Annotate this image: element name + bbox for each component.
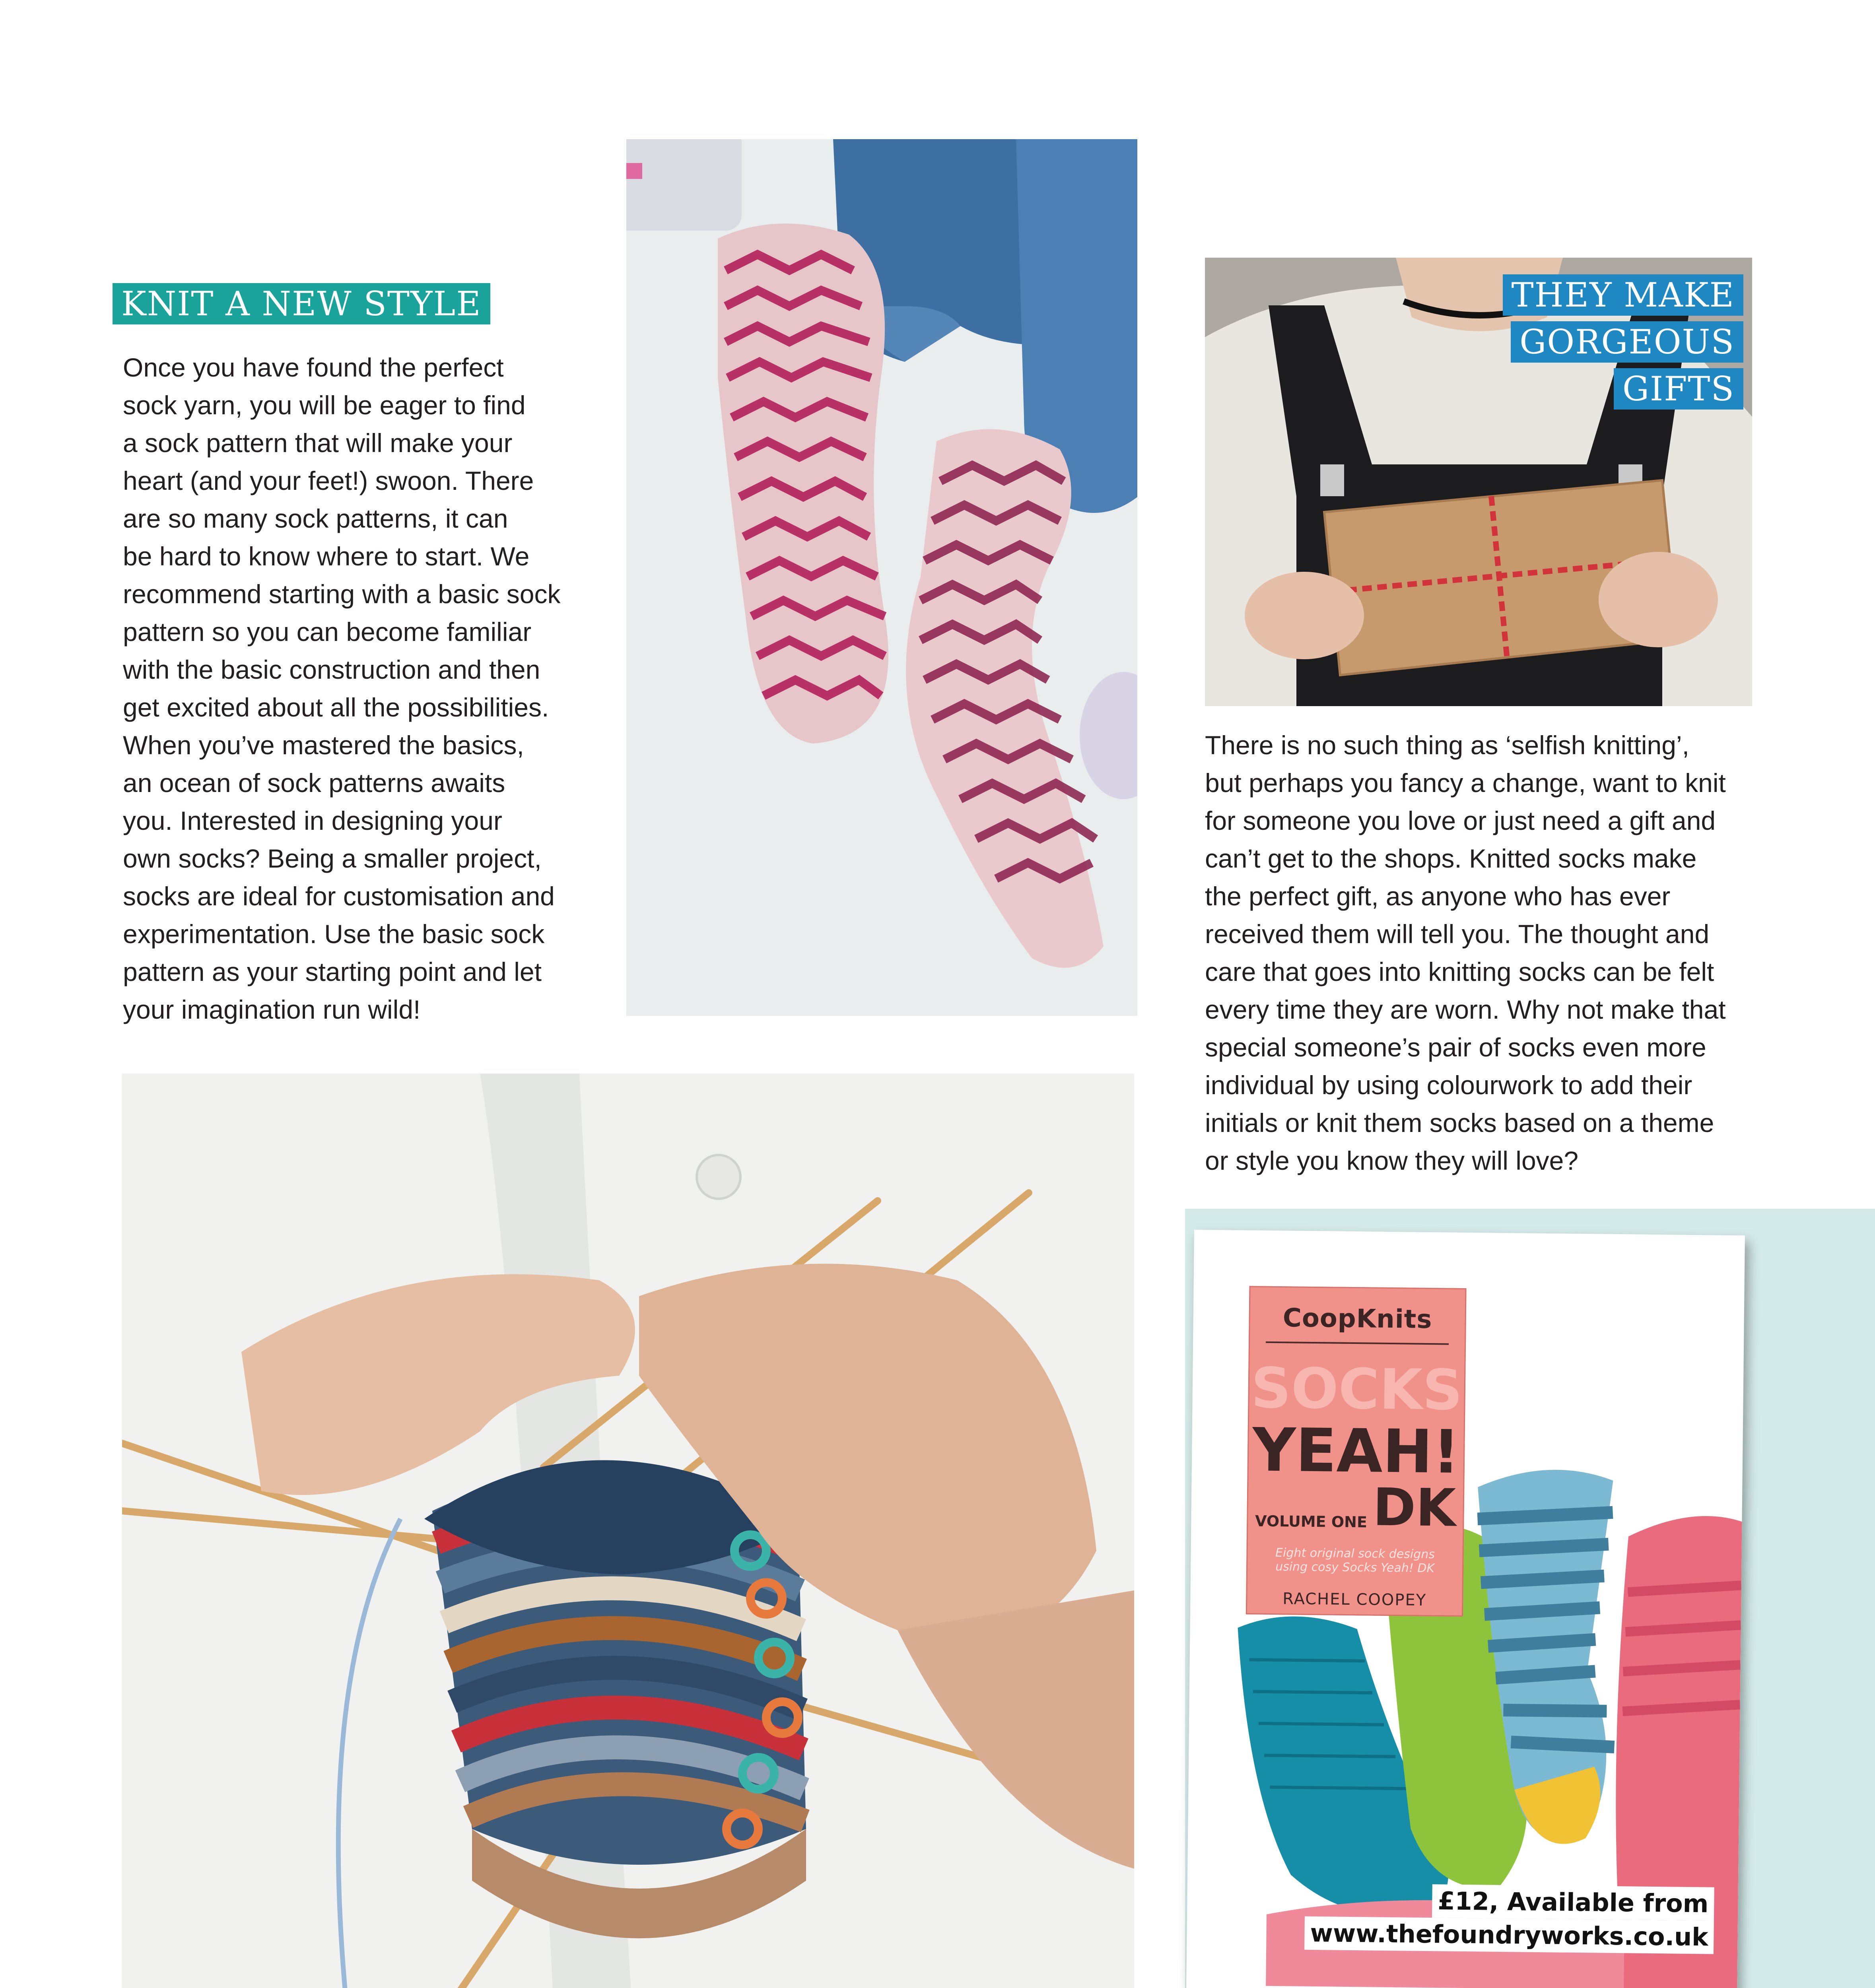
book-card: [1186, 1230, 1745, 1988]
knit-new-style-heading-text: KNIT A NEW STYLE: [113, 283, 490, 324]
cover-brand: CoopKnits: [1282, 1303, 1432, 1335]
gifts-heading-line-3: GIFTS: [1614, 368, 1743, 410]
gifts-heading: [1503, 274, 1744, 415]
knitting-photo: [122, 1074, 1134, 1988]
gifts-body: There is no such thing as ‘selfish knitting’, but perhaps you fancy a change, want to knit for someone you love or just need a gift and can’t get to the shops. Knitted socks make the perfect gift, as anyone who has ever received them will tell you. The thought and care that goes into knitting socks can be felt every time they are worn. Why not make that special someone’s pair of socks even more individual by using colourwork to add their initials or knit them socks based on a theme or style you know they will love?: [1205, 730, 1726, 1175]
gifts-heading-line-1: THEY MAKE: [1503, 274, 1744, 316]
cover-tagline-2: using cosy Socks Yeah! DK: [1275, 1559, 1435, 1576]
knit-new-style-heading: [113, 283, 490, 324]
knit-new-style-body: Once you have found the perfect sock yarn, you will be eager to find a sock pattern that will make your heart (and your feet!) swoon. There are so many sock patterns, it can be hard to know where to start. We recommend starting with a basic sock pattern so you can become familiar with the basic construction and then get excited about all the possibilities. When you’ve mastered the basics, an ocean of sock patterns awaits you. Interested in designing your own socks? Being a smaller project, socks are ideal for customisation and experimentation. Use the basic sock pattern as your starting point and let your imagination run wild!: [123, 353, 561, 1024]
price-tag: [1304, 1883, 1714, 1954]
socks-feet-photo: [626, 139, 1137, 1016]
book-cover: [1246, 1286, 1467, 1617]
cover-title-1: SOCKS: [1251, 1356, 1463, 1423]
cover-volume: VOLUME ONE: [1255, 1512, 1368, 1531]
cover-dk: DK: [1372, 1477, 1456, 1538]
price-url: www.thefoundryworks.co.uk: [1304, 1916, 1714, 1954]
cover-tagline-1: Eight original sock designs: [1275, 1545, 1435, 1562]
cover-author: RACHEL COOPEY: [1282, 1590, 1427, 1609]
gifts-heading-line-2: GORGEOUS: [1511, 321, 1743, 363]
price-line: £12, Available from: [1432, 1884, 1714, 1920]
cover-title-2: YEAH!: [1252, 1415, 1460, 1487]
